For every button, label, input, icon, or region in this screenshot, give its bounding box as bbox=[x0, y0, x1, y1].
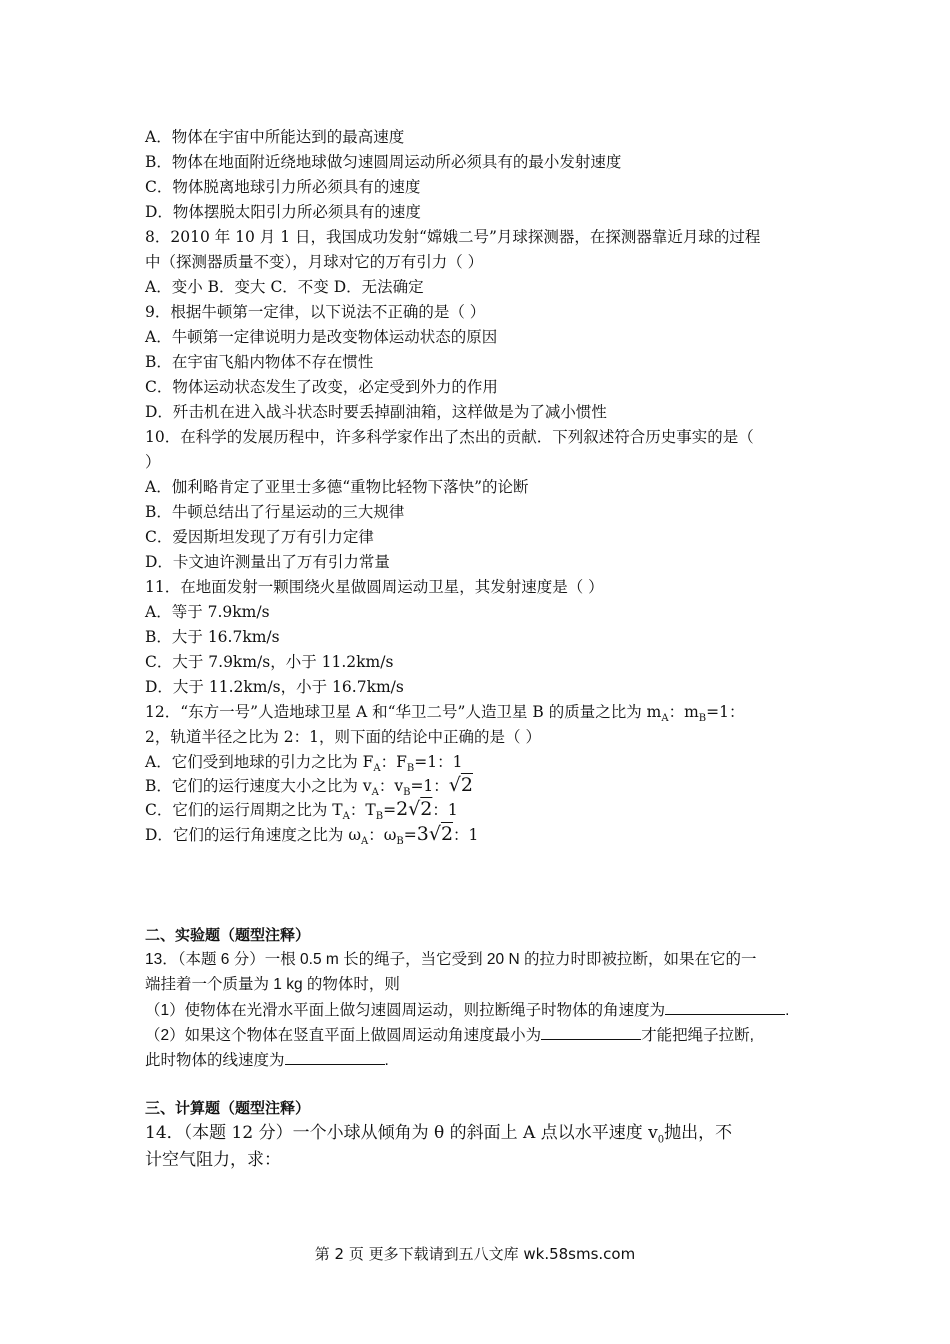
q7-option-d: D．物体摆脱太阳引力所必须具有的速度 bbox=[145, 203, 421, 221]
q10-option-a: A．伽利略肯定了亚里士多德“重物比轻物下落快”的论断 bbox=[145, 478, 529, 496]
answer-blank[interactable] bbox=[541, 1025, 641, 1040]
q10-option-d: D．卡文迪许测量出了万有引力常量 bbox=[145, 553, 390, 571]
q9-stem: 9．根据牛顿第一定律，以下说法不正确的是（ ） bbox=[145, 303, 486, 321]
q12-stem-line1: 12．“东方一号”人造地球卫星 A 和“华卫二号”人造卫星 B 的质量之比为 $m_A$：$m_B=1$： bbox=[145, 703, 745, 725]
section2-title: 二、实验题（题型注释） bbox=[145, 926, 311, 944]
q13-part2: （2）如果这个物体在竖直平面上做圆周运动角速度最小为 才能把绳子拉断, bbox=[145, 1027, 754, 1044]
q11-stem: 11．在地面发射一颗围绕火星做圆周运动卫星，其发射速度是（ ） bbox=[145, 578, 604, 596]
q13-part1: （1）使物体在光滑水平面上做匀速圆周运动，则拉断绳子时物体的角速度为 . bbox=[145, 1002, 790, 1019]
coefficient: 3 bbox=[416, 823, 429, 845]
q11-option-a: A．等于 7.9km/s bbox=[145, 603, 270, 621]
sqrt-radicand: 2 bbox=[440, 823, 454, 845]
q12-option-d: D．它们的运行角速度之比为 $\omega_A$：$\omega_B=3√2$：1 bbox=[145, 823, 479, 848]
q14-line2: 计空气阻力，求： bbox=[145, 1150, 281, 1170]
q13-line2: 端挂着一个质量为 1 kg 的物体时，则 bbox=[145, 976, 400, 993]
q11-option-c: C．大于 7.9km/s，小于 11.2km/s bbox=[145, 653, 394, 671]
q10-stem-line2: ） bbox=[145, 453, 161, 471]
q7-option-a: A．物体在宇宙中所能达到的最高速度 bbox=[145, 128, 405, 146]
answer-blank[interactable] bbox=[665, 1000, 785, 1015]
q9-option-d: D．歼击机在进入战斗状态时要丢掉副油箱，这样做是为了减小惯性 bbox=[145, 403, 607, 421]
answer-blank[interactable] bbox=[285, 1050, 385, 1065]
q12-option-a: A．它们受到地球的引力之比为 $F_A$：$F_B=1$：1 bbox=[145, 753, 463, 775]
sqrt-symbol: √ bbox=[408, 798, 421, 820]
q9-option-c: C．物体运动状态发生了改变，必定受到外力的作用 bbox=[145, 378, 498, 396]
q10-option-c: C．爱因斯坦发现了万有引力定律 bbox=[145, 528, 374, 546]
q10-option-b: B．牛顿总结出了行星运动的三大规律 bbox=[145, 503, 405, 521]
q13-line1: 13．（本题 6 分）一根 0.5 m 长的绳子，当它受到 20 N 的拉力时即被拉断，如果在它的一 bbox=[145, 951, 757, 968]
section3-title: 三、计算题（题型注释） bbox=[145, 1099, 311, 1117]
q13-part3: 此时物体的线速度为 . bbox=[145, 1052, 389, 1069]
sqrt-radicand: 2 bbox=[460, 774, 473, 796]
q12-stem-line2: 2，轨道半径之比为 2：1，则下面的结论中正确的是（ ） bbox=[145, 728, 541, 746]
q11-option-b: B．大于 16.7km/s bbox=[145, 628, 280, 646]
q14-line1: 14．（本题 12 分）一个小球从倾角为 θ 的斜面上 A 点以水平速度 $v_0$抛出，不 bbox=[145, 1123, 733, 1146]
q8-options: A．变小 B．变大 C．不变 D．无法确定 bbox=[145, 278, 424, 296]
sqrt-symbol: √ bbox=[448, 774, 461, 796]
coefficient: 2 bbox=[396, 798, 409, 820]
sqrt-radicand: 2 bbox=[420, 798, 433, 820]
q8-stem-line1: 8．2010 年 10 月 1 日，我国成功发射“嫦娥二号”月球探测器，在探测器靠近月球的过程 bbox=[145, 228, 761, 246]
q7-option-c: C．物体脱离地球引力所必须具有的速度 bbox=[145, 178, 421, 196]
sqrt-symbol: √ bbox=[428, 823, 441, 845]
q11-option-d: D．大于 11.2km/s，小于 16.7km/s bbox=[145, 678, 404, 696]
page-footer: 第 2 页 更多下载请到五八文库 wk.58sms.com bbox=[314, 1245, 636, 1263]
q8-stem-line2: 中（探测器质量不变），月球对它的万有引力（ ） bbox=[145, 253, 484, 271]
q7-option-b: B．物体在地面附近绕地球做匀速圆周运动所必须具有的最小发射速度 bbox=[145, 153, 622, 171]
q9-option-a: A．牛顿第一定律说明力是改变物体运动状态的原因 bbox=[145, 328, 498, 346]
q12-option-b: B．它们的运行速度大小之比为 $v_A$：$v_B=1$：√2 bbox=[145, 774, 473, 799]
q10-stem-line1: 10．在科学的发展历程中，许多科学家作出了杰出的贡献．下列叙述符合历史事实的是（ bbox=[145, 428, 754, 446]
q12-option-c: C．它们的运行周期之比为 $T_A$：$T_B=2√2$：1 bbox=[145, 798, 458, 823]
q9-option-b: B．在宇宙飞船内物体不存在惯性 bbox=[145, 353, 374, 371]
